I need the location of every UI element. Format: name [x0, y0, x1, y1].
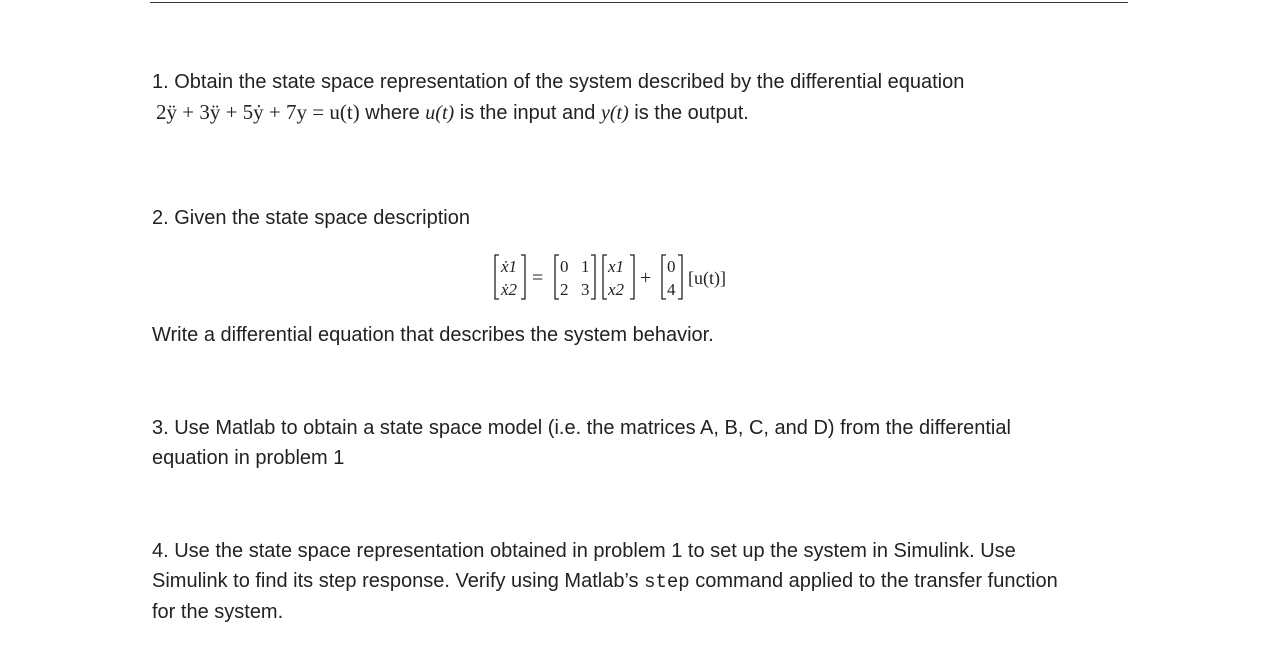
lhs-element-2: ẋ2 [501, 280, 518, 299]
state-space-equation [492, 252, 812, 302]
plus-sign: + [640, 267, 652, 289]
x-element-1: x1 [608, 257, 625, 276]
where-text: where [359, 102, 426, 124]
output-variable: y(t) [600, 102, 629, 124]
question-4-line-2-post: command applied to the transfer function [689, 570, 1058, 592]
lhs-element-1: ẋ1 [501, 257, 518, 276]
question-4-line-3: for the system. [152, 601, 284, 623]
matrix-a-cell-1-2: 1 [581, 257, 590, 276]
x-bracket-right [630, 255, 634, 299]
question-4-line-2 [152, 566, 1058, 597]
question-1-line-1: 1. Obtain the state space representation of the system described by the differential equation [152, 71, 965, 93]
matrix-b-element-2: 4 [667, 280, 676, 299]
matrix-a-bracket-left [555, 255, 559, 299]
question-2-intro: 2. Given the state space description [152, 207, 470, 229]
equals-sign: = [532, 267, 544, 289]
input-term: [u(t)] [688, 268, 726, 288]
matrix-b-bracket-left [662, 255, 666, 299]
matrix-b-bracket-right [678, 255, 682, 299]
x-element-2: x2 [608, 280, 625, 299]
question-3-line-2: equation in problem 1 [152, 447, 345, 469]
question-2-task: Write a differential equation that describes the system behavior. [152, 324, 714, 346]
output-text: is the output. [628, 102, 749, 124]
lhs-bracket-left [495, 255, 499, 299]
matrix-a-bracket-right [591, 255, 595, 299]
question-4-line-2-pre: Simulink to find its step response. Verify using Matlab’s [152, 570, 645, 592]
matrix-b-element-1: 0 [667, 257, 676, 276]
input-variable: u(t) [425, 102, 455, 124]
input-text: is the input and [454, 102, 601, 124]
matrix-a-cell-2-2: 3 [581, 280, 590, 299]
matrix-a-cell-2-1: 2 [560, 280, 569, 299]
step-command: step [644, 571, 690, 593]
question-1-line-2 [156, 97, 749, 128]
question-4-line-1: 4. Use the state space representation obtained in problem 1 to set up the system in Simulink. Use [152, 540, 1016, 562]
x-bracket-left [603, 255, 607, 299]
question-3-line-1: 3. Use Matlab to obtain a state space model (i.e. the matrices A, B, C, and D) from the differential [152, 417, 1011, 439]
question-1-equation: 2ÿ + 3ÿ + 5ẏ + 7y = u(t) [156, 100, 360, 124]
lhs-bracket-right [521, 255, 525, 299]
top-rule [150, 2, 1128, 3]
matrix-a-cell-1-1: 0 [560, 257, 569, 276]
